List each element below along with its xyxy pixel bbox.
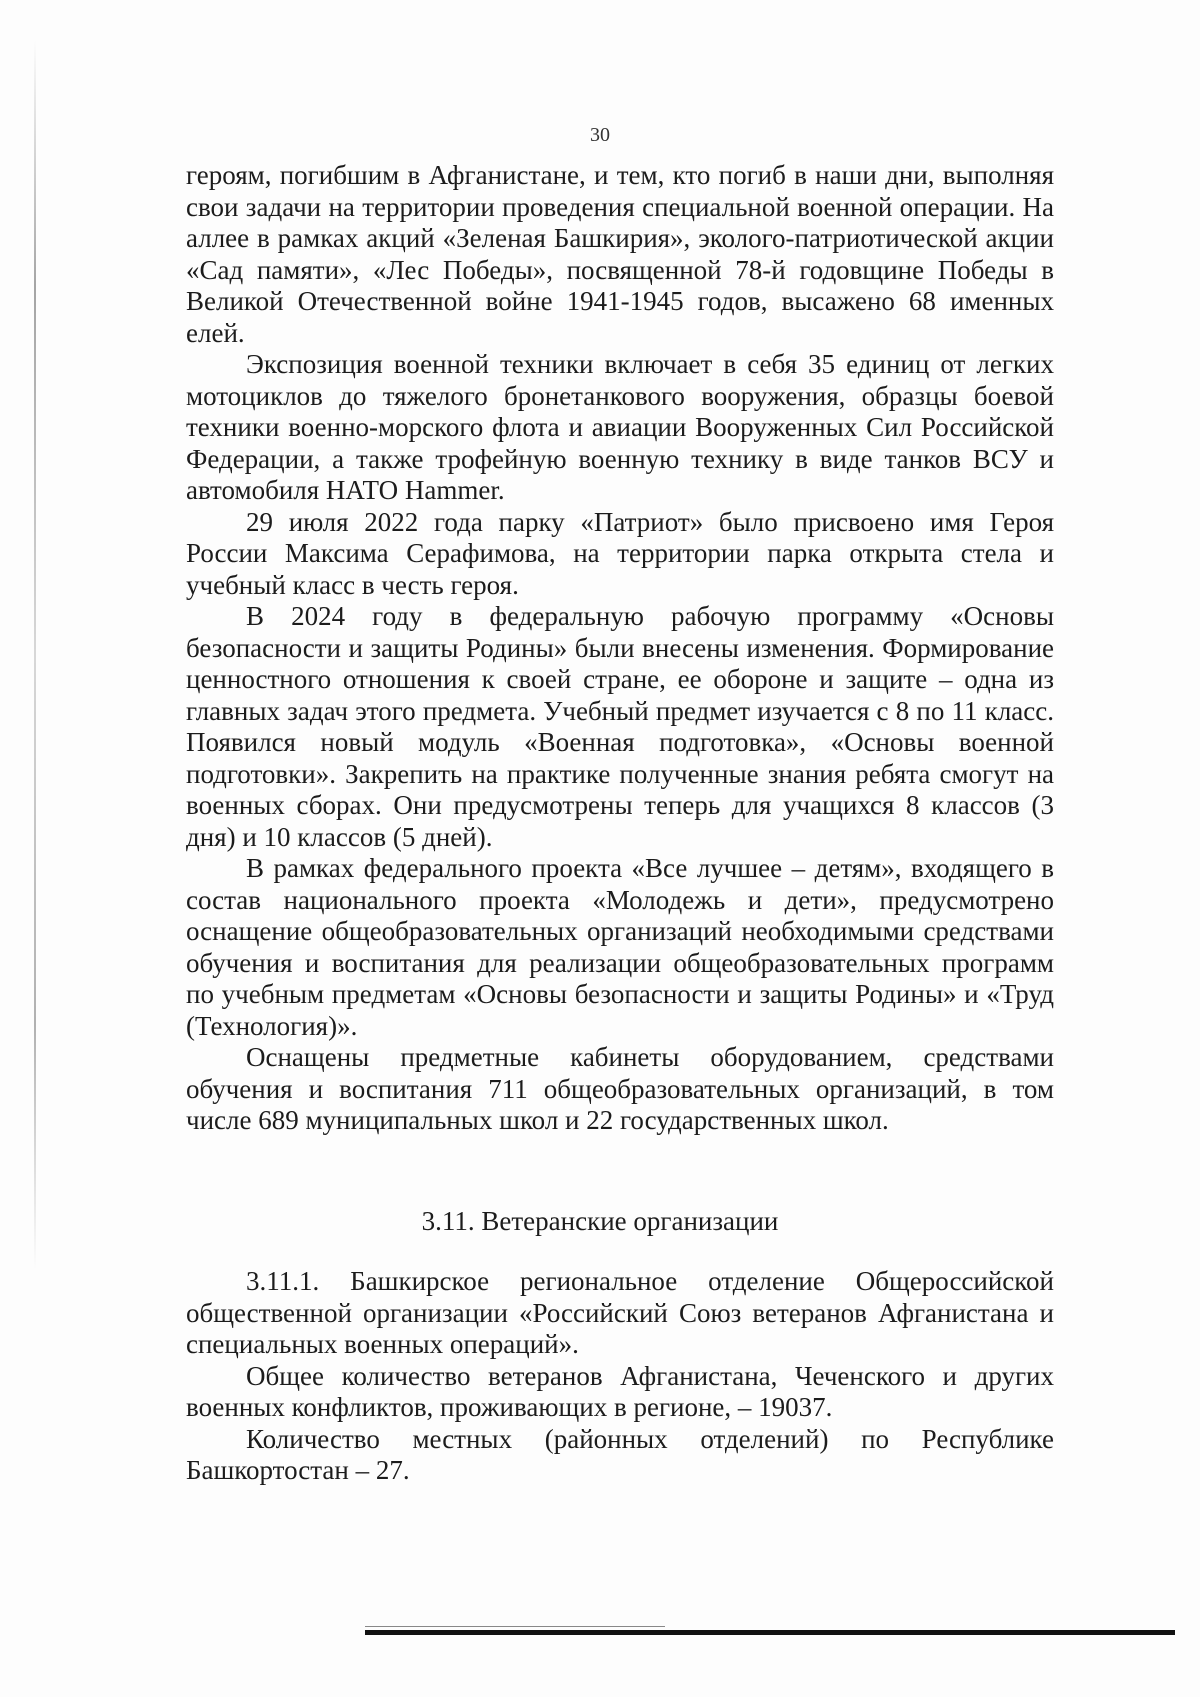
paragraph-local-branches: Количество местных (районных отделений) по Республике Башкортостан – 27. (186, 1423, 1054, 1485)
body-top (186, 160, 1054, 1137)
page-number: 30 (590, 124, 610, 146)
paragraph-federal-project: В рамках федерального проекта «Все лучшее – детям», входящего в состав национального проекта «Молодежь и дети», предусмотрено оснащение общеобразовательных организаций необходимыми средствами обучения и воспитания для реализации общеобразовательных программ по учебным предметам «Основы безопасности и защиты Родины» и «Труд (Технология)». (186, 853, 1054, 1041)
paragraph-equipped-classrooms: Оснащены предметные кабинеты оборудованием, средствами обучения и воспитания 711 общеобразовательных организаций, в том числе 689 муниципальных школ и 22 государственных школ. (186, 1042, 1054, 1135)
paragraph-veterans-count: Общее количество ветеранов Афганистана, Чеченского и других военных конфликтов, проживающих в регионе, – 19037. (186, 1360, 1054, 1422)
section-heading: 3.11. Ветеранские организации (421, 1206, 779, 1236)
footer-rule-thin (365, 1626, 665, 1627)
paragraph-continuation: героям, погибшим в Афганистане, и тем, кто погиб в наши дни, выполняя свои задачи на территории проведения специальной военной операции. На аллее в рамках акций «Зеленая Башкирия», эколого-патриотической акции «Сад памяти», «Лес Победы», посвященной 78-й годовщине Победы в Великой Отечественной войне 1941-1945 годов, высажено 68 именных елей. (186, 160, 1054, 348)
scan-edge-shadow (34, 40, 36, 1270)
paragraph-military-exhibit: Экспозиция военной техники включает в себя 35 единиц от легких мотоциклов до тяжелого бронетанкового вооружения, образцы боевой техники военно-морского флота и авиации Вооруженных Сил Российской Федерации, а также трофейную военную технику в виде танков ВСУ и автомобиля НАТО Hammer. (186, 349, 1054, 505)
paragraph-park-patriot: 29 июля 2022 года парку «Патриот» было присвоено имя Героя России Максима Серафимова, на территории парка открыта стела и учебный класс в честь героя. (186, 506, 1054, 600)
body-bottom (186, 1266, 1054, 1487)
footer-rule (365, 1630, 1175, 1635)
paragraph-subsection-3-11-1: 3.11.1. Башкирское региональное отделение Общероссийской общественной организации «Российский Союз ветеранов Афганистана и специальных военных операций». (186, 1266, 1054, 1359)
paragraph-obzr-program: В 2024 году в федеральную рабочую программу «Основы безопасности и защиты Родины» были внесены изменения. Формирование ценностного отношения к своей стране, ее обороне и защите – одна из главных задач этого предмета. Учебный предмет изучается с 8 по 11 класс. Появился новый модуль «Военная подготовка», «Основы военной подготовки». Закрепить на практике полученные знания ребята смогут на военных сборах. Они предусмотрены теперь для учащихся 8 классов (3 дня) и 10 классов (5 дней). (186, 601, 1054, 852)
